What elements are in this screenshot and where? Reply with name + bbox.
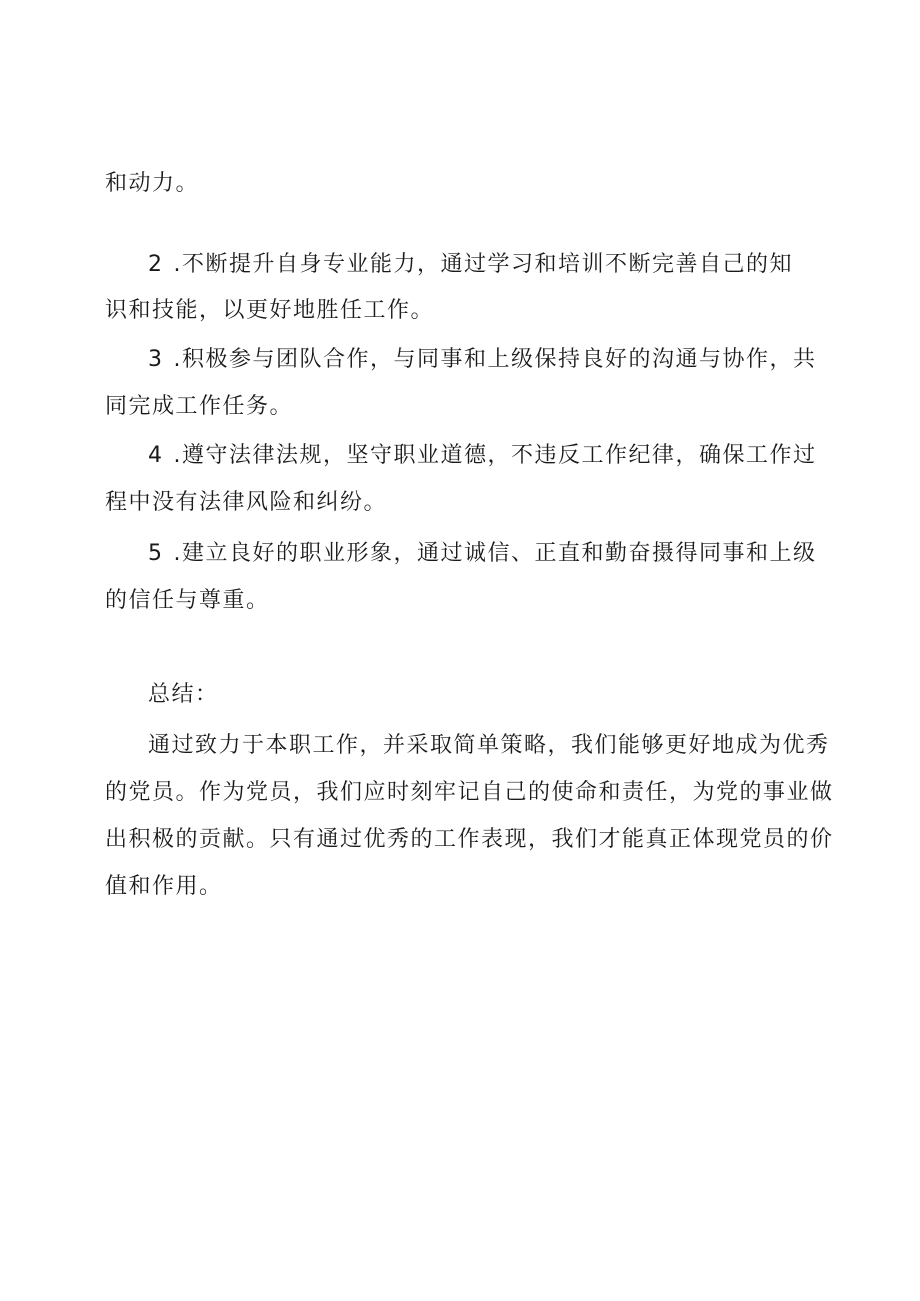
summary-heading: 总结： (148, 682, 219, 707)
list-item-text: .不断提升自身专业能力，通过学习和培训不断完善自己的知 (173, 252, 793, 277)
summary-line-4: 值和作用。 (105, 874, 223, 899)
list-item-number: 5 (148, 541, 164, 566)
list-item-2-line-1 (148, 250, 793, 280)
list-item-2-line-2: 识和技能，以更好地胜任工作。 (105, 298, 435, 323)
list-item-number: 3 (148, 347, 164, 372)
list-item-text: .遵守法律法规，坚守职业道德，不违反工作纪律，确保工作过 (173, 443, 817, 468)
summary-line-3: 出积极的贡献。只有通过优秀的工作表现，我们才能真正体现党员的价 (105, 827, 834, 852)
list-item-3-line-2: 同完成工作任务。 (105, 394, 294, 419)
list-item-4-line-2: 程中没有法律风险和纠纷。 (105, 490, 388, 515)
list-item-text: .建立良好的职业形象，通过诚信、正直和勤奋摄得同事和上级 (173, 541, 817, 566)
list-item-text: .积极参与团队合作，与同事和上级保持良好的沟通与协作，共 (173, 347, 817, 372)
list-item-3-line-1 (148, 345, 817, 375)
list-item-5-line-2: 的信任与尊重。 (105, 588, 270, 613)
summary-line-2: 的党员。作为党员，我们应时刻牢记自己的使命和责任，为党的事业做 (105, 780, 834, 805)
list-item-number: 4 (148, 443, 164, 468)
list-item-number: 2 (148, 252, 164, 277)
summary-line-1: 通过致力于本职工作，并采取简单策略，我们能够更好地成为优秀 (148, 733, 830, 758)
list-item-5-line-1 (148, 539, 817, 569)
list-item-4-line-1 (148, 441, 817, 471)
intro-tail-text: 和动力。 (105, 171, 200, 196)
